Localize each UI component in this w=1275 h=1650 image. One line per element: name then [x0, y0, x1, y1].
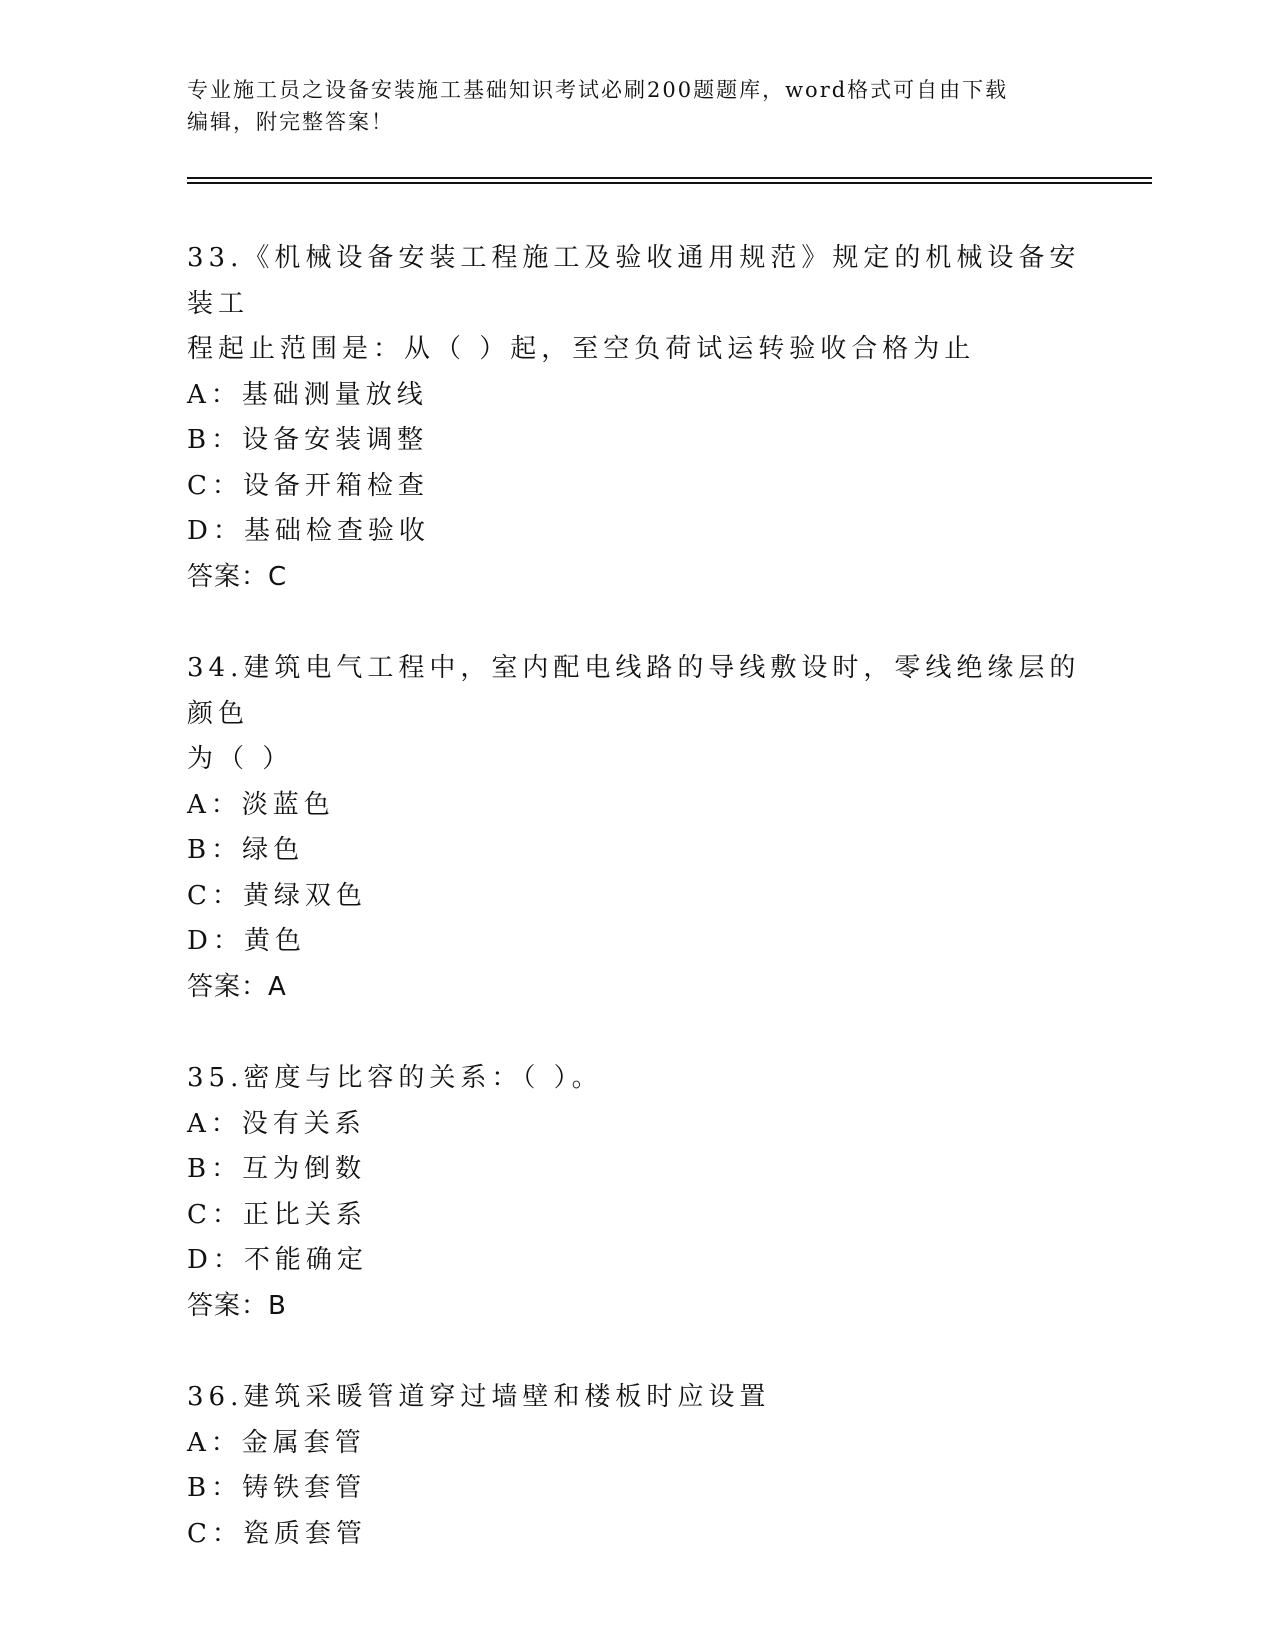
question-text-line: 34.建筑电气工程中，室内配电线路的导线敷设时，零线绝缘层的颜色	[187, 653, 1081, 729]
option-b: B：互为倒数	[187, 1154, 367, 1184]
question-34	[187, 646, 1087, 1010]
option-c: C：正比关系	[187, 1199, 367, 1230]
option-c: C：瓷质套管	[187, 1518, 367, 1549]
option-b: B：绿色	[187, 835, 305, 865]
header-line-1: 专业施工员之设备安装施工基础知识考试必刷200题题库，word格式可自由下载	[187, 78, 1009, 102]
header-divider-top	[187, 177, 1152, 179]
question-text-line: 33.《机械设备安装工程施工及验收通用规范》规定的机械设备安装工	[187, 243, 1081, 319]
question-text	[187, 236, 1087, 373]
answer: 答案：A	[187, 971, 287, 1002]
question-36	[187, 1375, 1087, 1557]
question-text	[187, 1375, 1087, 1421]
question-text-line: 为（ ）	[187, 744, 294, 774]
question-33	[187, 236, 1087, 600]
question-text-line: 36.建筑采暖管道穿过墙壁和楼板时应设置	[187, 1382, 771, 1412]
option-a: A：基础测量放线	[187, 379, 428, 410]
option-d: D：不能确定	[187, 1245, 368, 1275]
option-a: A：没有关系	[187, 1108, 366, 1139]
document-header	[187, 74, 1087, 138]
question-text	[187, 646, 1087, 783]
question-text	[187, 1056, 1087, 1102]
question-text-line: 35.密度与比容的关系：（ ）。	[187, 1063, 603, 1093]
option-c: C：设备开箱检查	[187, 470, 429, 501]
option-d: D：基础检查验收	[187, 516, 430, 546]
header-line-2: 编辑，附完整答案！	[187, 110, 394, 134]
option-c: C：黄绿双色	[187, 880, 367, 911]
option-a: A：金属套管	[187, 1427, 366, 1458]
question-35	[187, 1056, 1087, 1329]
answer: 答案：B	[187, 1290, 287, 1321]
option-b: B：铸铁套管	[187, 1473, 367, 1503]
question-text-line: 程起止范围是：从（ ）起，至空负荷试运转验收合格为止	[187, 334, 976, 364]
answer: 答案：C	[187, 561, 288, 592]
header-divider-bottom	[187, 182, 1152, 184]
option-a: A：淡蓝色	[187, 789, 335, 820]
option-b: B：设备安装调整	[187, 425, 429, 455]
option-d: D：黄色	[187, 926, 306, 956]
question-list	[187, 236, 1087, 1603]
